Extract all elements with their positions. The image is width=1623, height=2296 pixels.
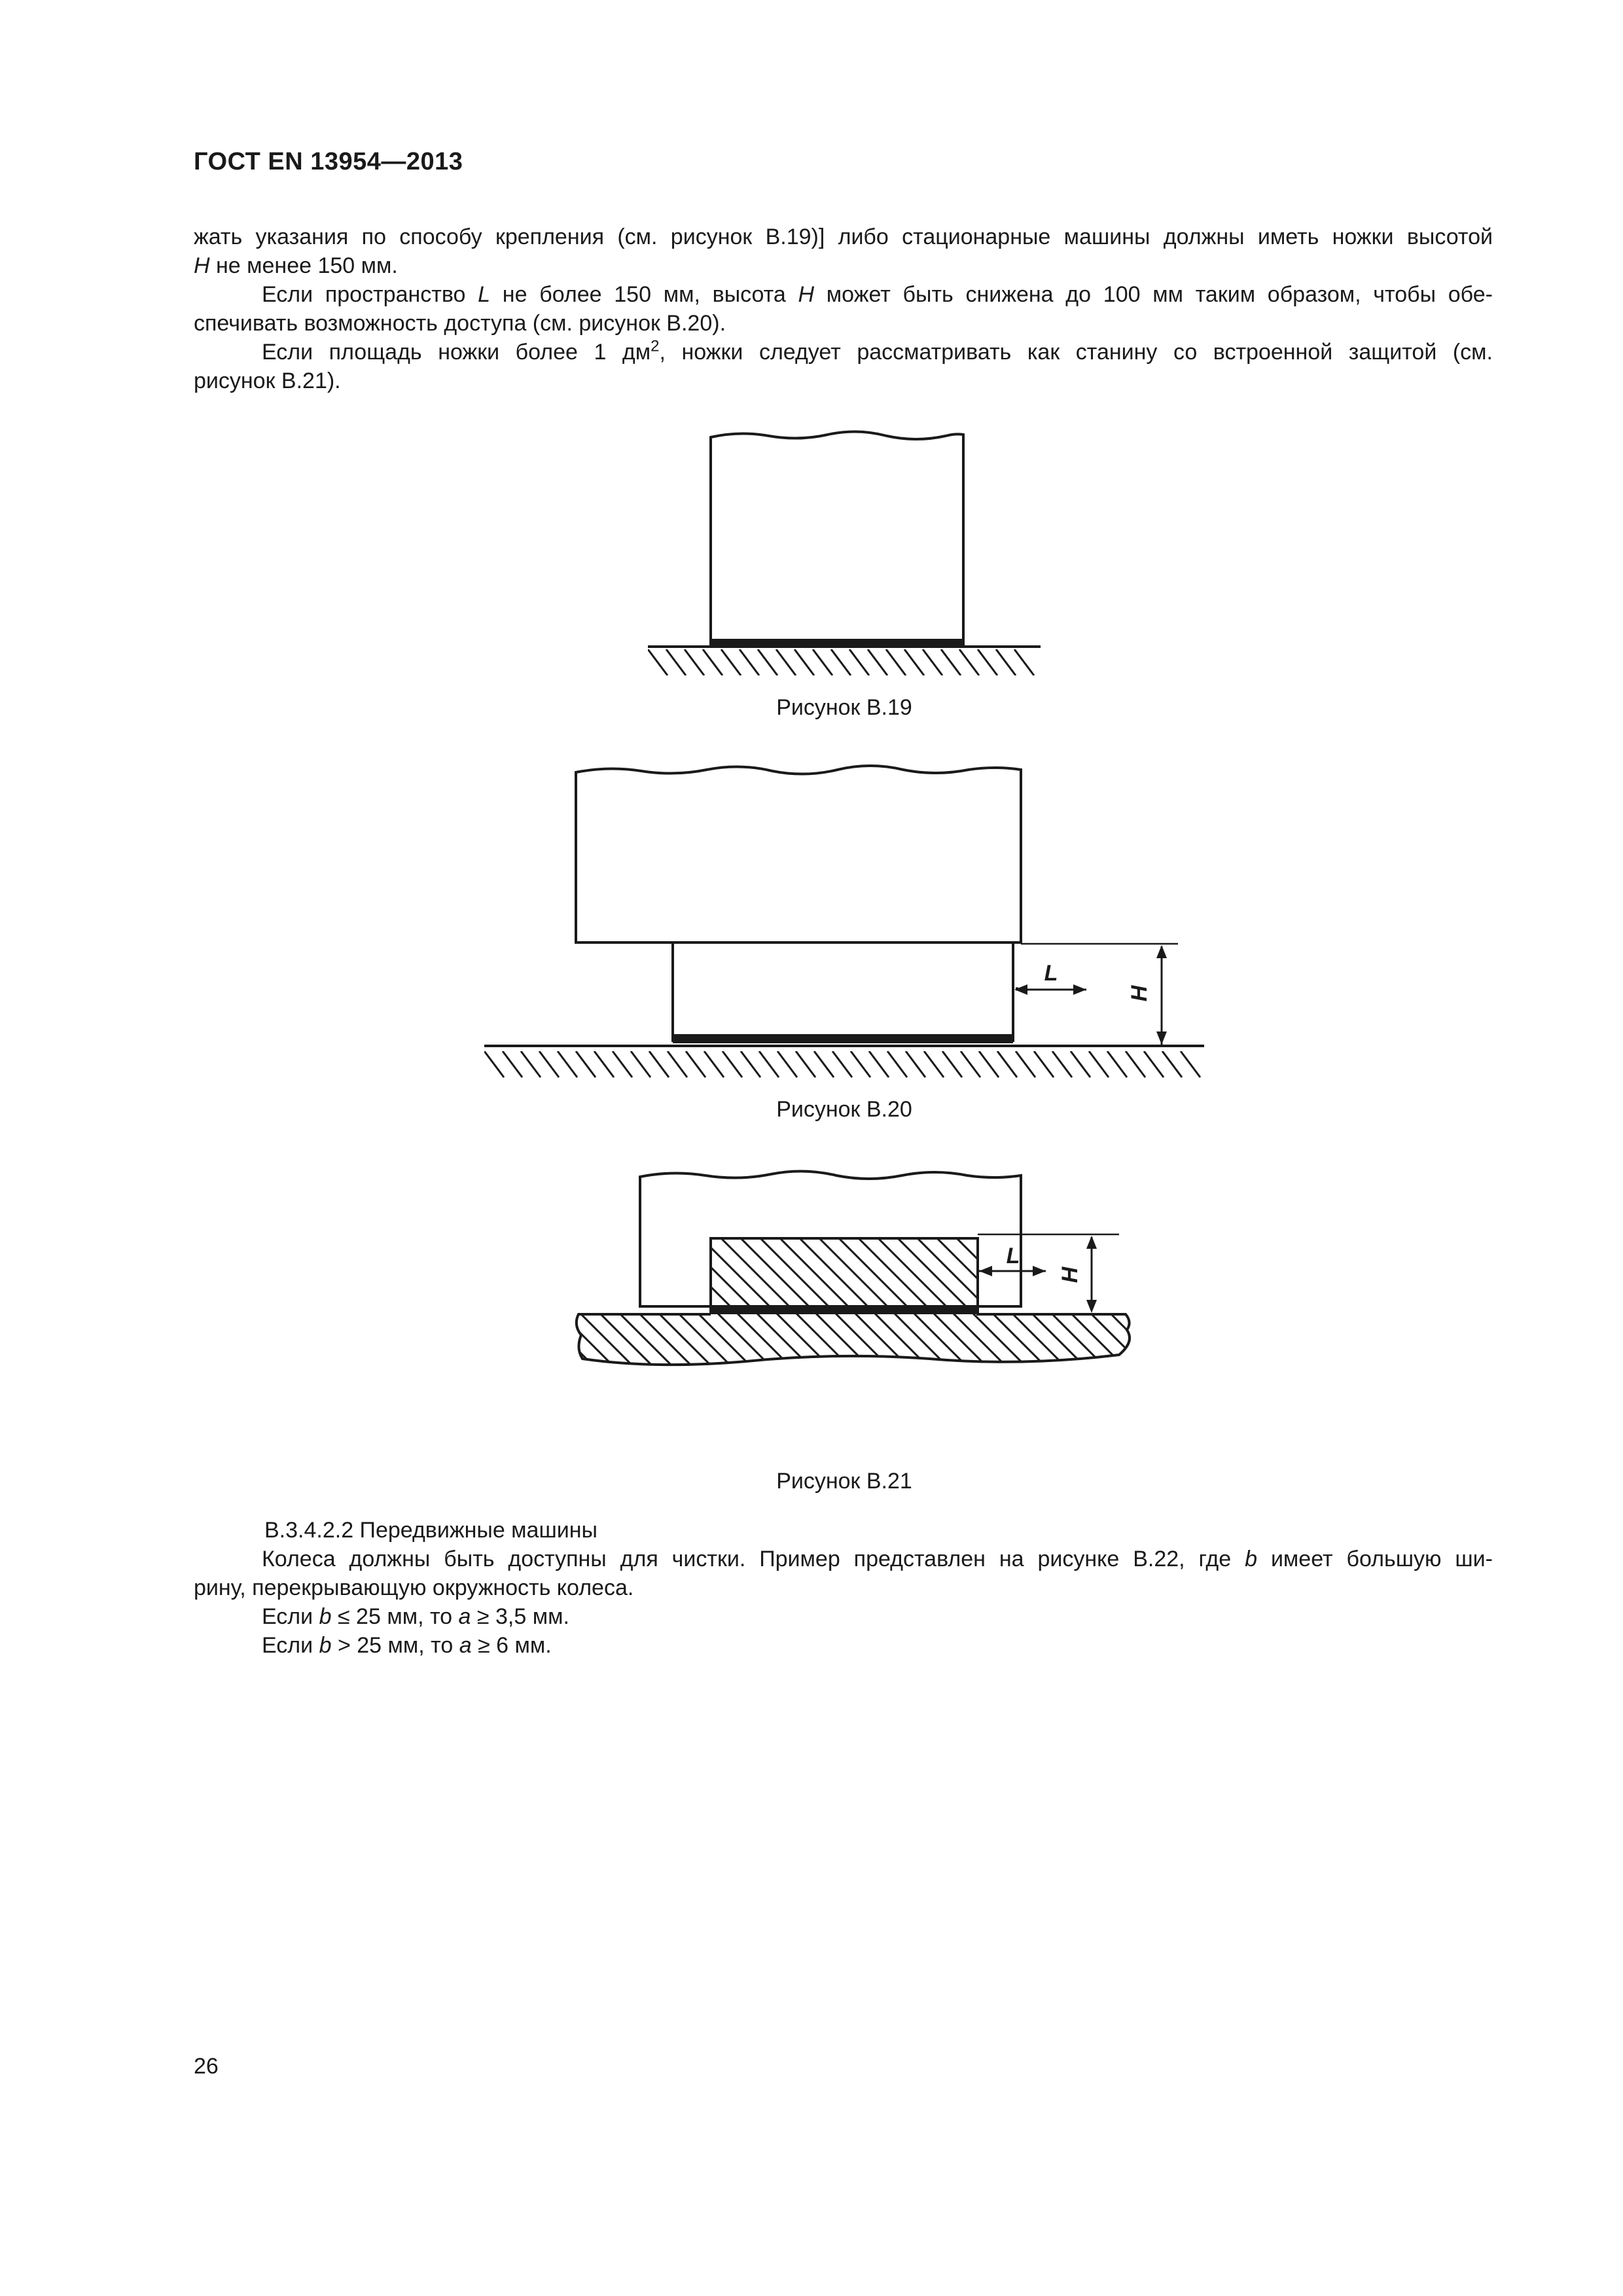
label-l: L [1006, 1244, 1020, 1268]
caption-b19: Рисунок В.19 [776, 695, 912, 720]
machine-body [711, 431, 963, 615]
ground-hatch [648, 649, 1034, 675]
foot-plate [673, 1034, 1013, 1043]
label-l: L [1044, 961, 1058, 986]
base-outline [577, 1238, 1130, 1365]
intro-paragraph [194, 223, 1493, 280]
label-h: H [1058, 1266, 1082, 1283]
condition-2: Если b > 25 мм, то a ≥ 6 мм. [262, 1633, 552, 1658]
figure-b21 [563, 1158, 1139, 1460]
wheels-paragraph-line-2: рину, перекрывающую окружность колеса. [194, 1575, 634, 1600]
condition-1: Если b ≤ 25 мм, то a ≥ 3,5 мм. [262, 1604, 569, 1629]
var-l: L [478, 282, 491, 307]
intro-line-1: жать указания по способу крепления (см. рисунок В.19)] либо стационарные машины должны иметь ножки высотой [194, 224, 1493, 249]
intro-line-2: не менее 150 мм. [209, 253, 398, 278]
solid-hatch [563, 1224, 1139, 1394]
label-h: H [1127, 985, 1152, 1002]
var-b: b [1245, 1547, 1258, 1571]
caption-b21: Рисунок В.21 [776, 1469, 912, 1494]
space-paragraph: Если пространство L не более 150 мм, высота H может быть снижена до 100 мм таким образом, чтобы обе- [262, 282, 1493, 307]
figure-b19 [641, 419, 1060, 681]
var-h: H [798, 282, 815, 307]
machine-body [576, 766, 1021, 942]
area-paragraph-line-2: рисунок В.21). [194, 368, 341, 393]
superscript-2: 2 [651, 337, 660, 355]
figure-b20 [478, 753, 1217, 1093]
foot [673, 942, 1013, 1041]
section-heading: В.3.4.2.2 Передвижные машины [264, 1518, 597, 1543]
page-number: 26 [194, 2054, 219, 2079]
document-header: ГОСТ EN 13954—2013 [194, 148, 463, 175]
area-paragraph: Если площадь ножки более 1 $дм^2$, ножки следует рассматривать как станину со встроенной защитой (см. [262, 337, 1493, 365]
foot-plate [711, 639, 963, 645]
wheels-paragraph: Колеса должны быть доступны для чистки. Пример представлен на рисунке В.22, где b имеет большую ши- [262, 1547, 1493, 1571]
ground-hatch [484, 1051, 1200, 1077]
space-paragraph-line-2: спечивать возможность доступа (см. рисунок В.20). [194, 311, 726, 336]
caption-b20: Рисунок В.20 [776, 1097, 912, 1122]
intro-var-h: H [194, 253, 210, 278]
